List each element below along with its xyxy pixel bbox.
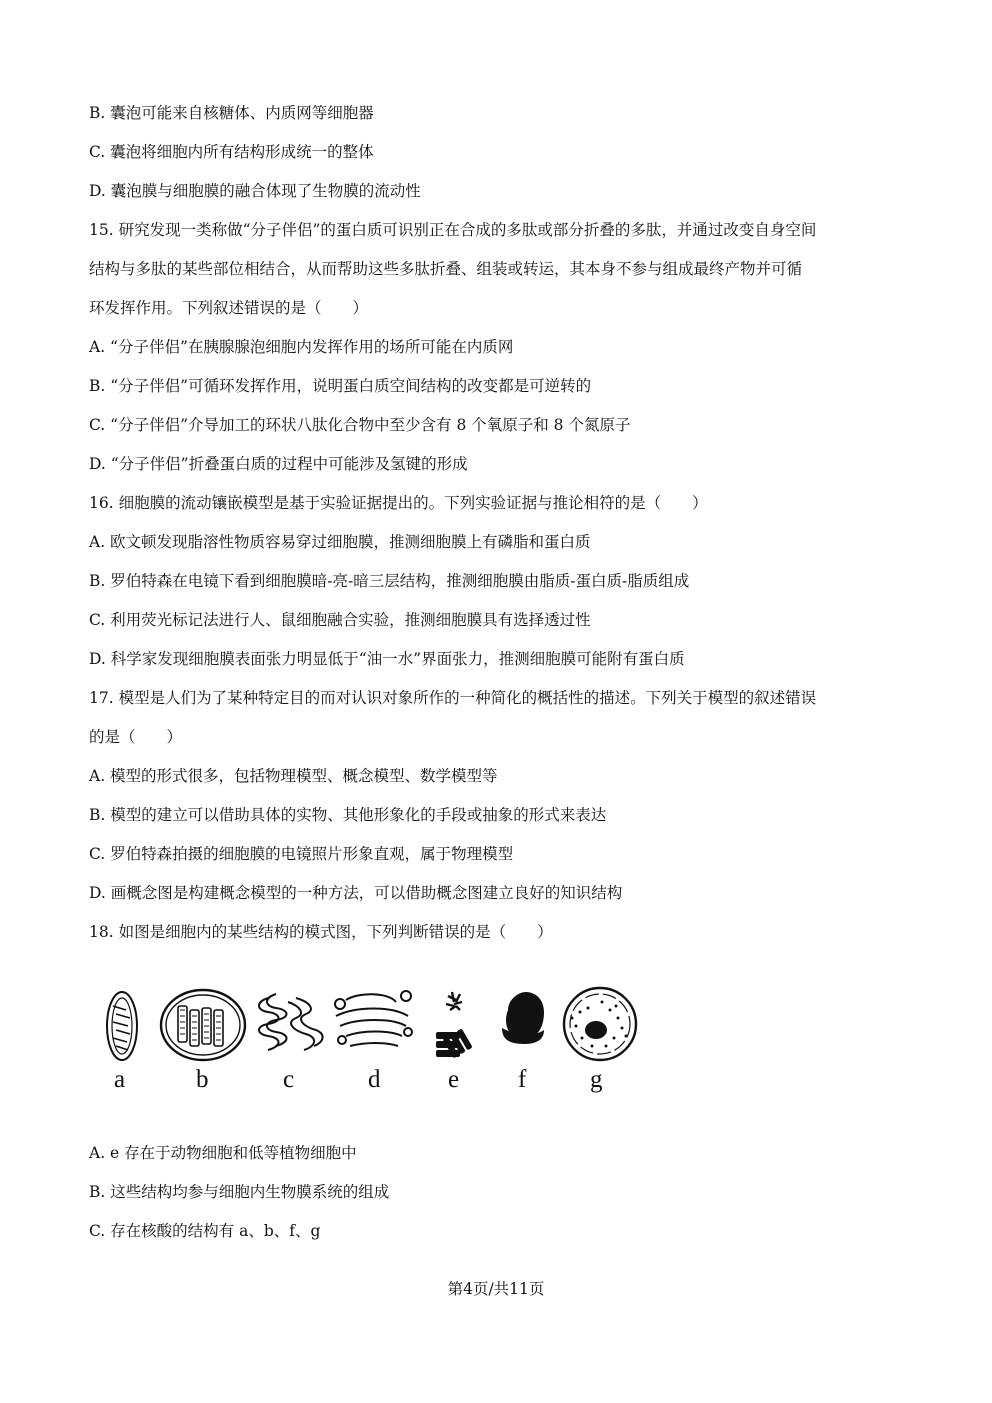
option-16a: A. 欧文顿发现脂溶性物质容易穿过细胞膜，推测细胞膜上有磷脂和蛋白质 bbox=[89, 533, 591, 551]
option-17b: B. 模型的建立可以借助具体的实物、其他形象化的手段或抽象的形式来表达 bbox=[89, 806, 607, 824]
question-18: 18. 如图是细胞内的某些结构的模式图，下列判断错误的是（ ） bbox=[89, 923, 553, 941]
page-footer: 第4页/共11页 bbox=[447, 1280, 545, 1298]
figure-label-c: c bbox=[283, 1066, 295, 1093]
figure-label-g: g bbox=[590, 1066, 603, 1093]
question-16: 16. 细胞膜的流动镶嵌模型是基于实验证据提出的。下列实验证据与推论相符的是（ ） bbox=[89, 494, 708, 512]
figure-label-b: b bbox=[196, 1066, 209, 1093]
figure-label-d: d bbox=[368, 1066, 381, 1093]
option-14b: B. 囊泡可能来自核糖体、内质网等细胞器 bbox=[89, 104, 374, 122]
option-17d: D. 画概念图是构建概念模型的一种方法，可以借助概念图建立良好的知识结构 bbox=[89, 884, 623, 902]
mitochondrion-icon bbox=[107, 992, 137, 1060]
option-14c: C. 囊泡将细胞内所有结构形成统一的整体 bbox=[89, 143, 374, 161]
option-15b: B. “分子伴侣”可循环发挥作用，说明蛋白质空间结构的改变都是可逆转的 bbox=[89, 377, 592, 395]
nucleus-icon bbox=[564, 988, 636, 1060]
option-15a: A. “分子伴侣”在胰腺腺泡细胞内发挥作用的场所可能在内质网 bbox=[89, 338, 514, 356]
option-15c: C. “分子伴侣”介导加工的环状八肽化合物中至少含有 8 个氧原子和 8 个氮原子 bbox=[89, 416, 631, 434]
question-15-line-1: 15. 研究发现一类称做“分子伴侣”的蛋白质可识别正在合成的多肽或部分折叠的多肽，并通过改变自身空间 bbox=[89, 221, 817, 239]
ribosome-icon bbox=[502, 992, 544, 1044]
endoplasmic-reticulum-icon bbox=[259, 994, 323, 1050]
option-14d: D. 囊泡膜与细胞膜的融合体现了生物膜的流动性 bbox=[89, 182, 421, 200]
question-15-line-3: 环发挥作用。下列叙述错误的是（ ） bbox=[89, 299, 369, 317]
question-17-line-1: 17. 模型是人们为了某种特定目的而对认识对象所作的一种简化的概括性的描述。下列关于模型的叙述错误 bbox=[89, 689, 817, 707]
question-15-line-2: 结构与多肽的某些部位相结合，从而帮助这些多肽折叠、组装或转运，其本身不参与组成最终产物并可循 bbox=[89, 260, 803, 278]
option-17c: C. 罗伯特森拍摄的细胞膜的电镜照片形象直观，属于物理模型 bbox=[89, 845, 514, 863]
figure-label-a: a bbox=[114, 1066, 126, 1093]
question-17-line-2: 的是（ ） bbox=[89, 728, 183, 746]
chloroplast-icon bbox=[161, 990, 245, 1060]
centrosome-icon bbox=[436, 992, 473, 1058]
option-18b: B. 这些结构均参与细胞内生物膜系统的组成 bbox=[89, 1183, 390, 1201]
option-18c: C. 存在核酸的结构有 a、b、f、g bbox=[89, 1222, 321, 1240]
option-16c: C. 利用荧光标记法进行人、鼠细胞融合实验，推测细胞膜具有选择透过性 bbox=[89, 611, 591, 629]
option-18a: A. e 存在于动物细胞和低等植物细胞中 bbox=[89, 1144, 357, 1162]
golgi-apparatus-icon bbox=[335, 991, 412, 1046]
option-16b: B. 罗伯特森在电镜下看到细胞膜暗-亮-暗三层结构，推测细胞膜由脂质-蛋白质-脂质组成 bbox=[89, 572, 690, 590]
option-17a: A. 模型的形式很多，包括物理模型、概念模型、数学模型等 bbox=[89, 767, 498, 785]
option-16d: D. 科学家发现细胞膜表面张力明显低于“油一水”界面张力，推测细胞膜可能附有蛋白质 bbox=[89, 650, 685, 668]
option-15d: D. “分子伴侣”折叠蛋白质的过程中可能涉及氢键的形成 bbox=[89, 455, 468, 473]
figure-label-f: f bbox=[518, 1066, 527, 1093]
figure-label-e: e bbox=[448, 1066, 460, 1093]
